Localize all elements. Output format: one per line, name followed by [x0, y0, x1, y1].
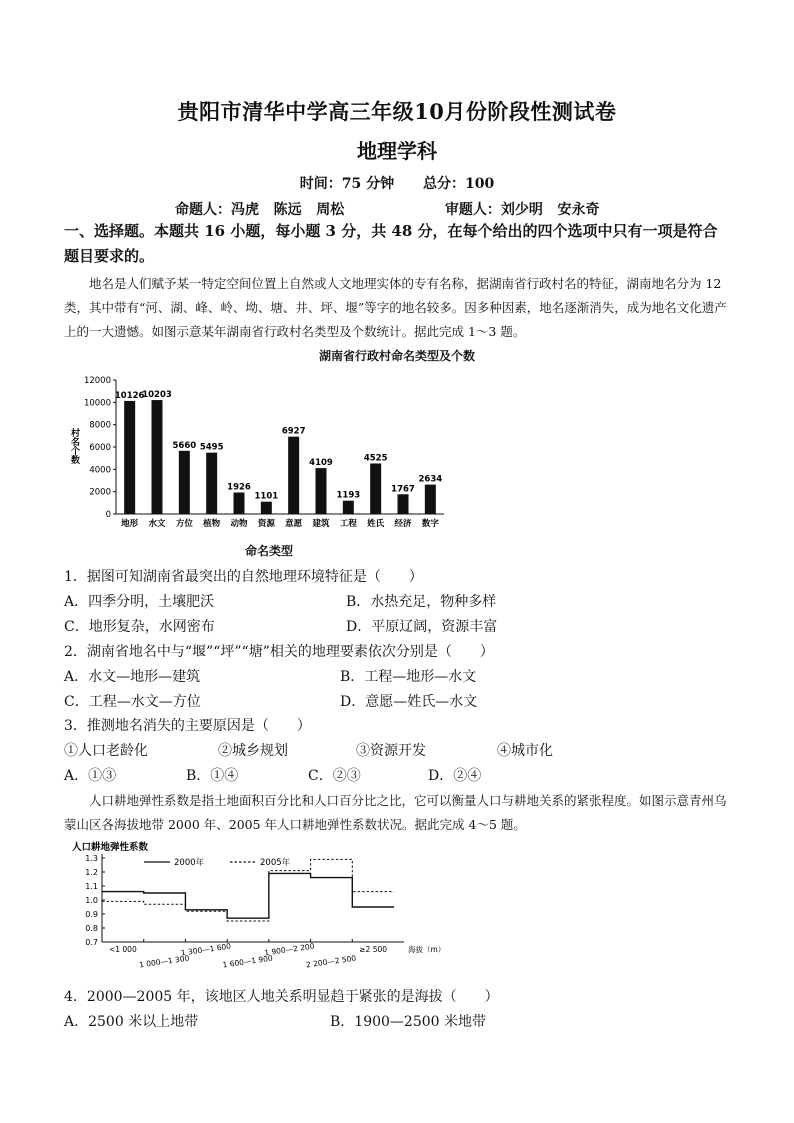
bar: [261, 502, 272, 514]
line-y-tick-label: 1.0: [85, 896, 98, 905]
bar-value-label: 4109: [309, 458, 333, 469]
line-y-tick-label: 0.7: [85, 938, 98, 947]
bar: [288, 437, 299, 514]
exam-authors: [175, 199, 600, 219]
line-category-label: 2 200—2 500: [305, 953, 357, 970]
line-y-tick-label: 1.3: [85, 854, 98, 863]
question-4-stem: 4．2000—2005 年，该地区人地关系明显趋于紧张的是海拔（ ）: [64, 989, 499, 1005]
subject-title: 地理学科: [357, 139, 437, 163]
bar-chart-ylabel: 村名个数: [69, 428, 79, 464]
question-3-statement-2: ②城乡规划: [218, 743, 288, 759]
question-3-option-b: B．①④: [186, 768, 239, 784]
bar-category-label: 工程: [339, 519, 357, 529]
line-chart-title: 人口耕地弹性系数: [72, 842, 149, 853]
bar-category-label: 植物: [203, 519, 221, 529]
reviewers-label: 审题人：刘少明 安永奇: [444, 202, 600, 218]
exam-title: 贵阳市清华中学高三年级10月份阶段性测试卷: [177, 99, 617, 124]
bar-chart: [64, 368, 454, 558]
bar-category-label: 数字: [421, 519, 439, 529]
bar-category-label: 资源: [257, 519, 275, 529]
line-series-solid: [102, 873, 394, 918]
legend-label: 2000年: [174, 858, 205, 868]
question-3-statement-1: ①人口老龄化: [64, 743, 148, 759]
bar-chart-xlabel: 命名类型: [244, 544, 293, 558]
bar-value-label: 6927: [281, 426, 306, 437]
line-category-label: ≥2 500: [359, 945, 388, 954]
legend-label: 2005年: [260, 858, 291, 868]
question-3-option-a: A．①③: [64, 768, 117, 784]
bar-chart-title: 湖南省行政村命名类型及个数: [318, 349, 475, 363]
bar-y-tick-label: 8000: [89, 420, 111, 431]
question-1-option-c: C．地形复杂，水网密布: [64, 619, 215, 635]
bar-y-tick-label: 10000: [83, 398, 111, 409]
question-1-option-a: A．四季分明，土壤肥沃: [64, 594, 215, 610]
line-y-tick-label: 0.8: [85, 924, 98, 933]
bar-y-tick-label: 4000: [89, 465, 111, 476]
passage-elasticity: 人口耕地弹性系数是指土地面积百分比和人口百分比之比，它可以衡量人口与耕地关系的紧张程度。如图示意青州乌蒙山区各海拔地带 2000 年、2005 年人口耕地弹性系数状况。据此完成 4～5 题。: [64, 793, 727, 832]
line-category-label: 1 600—1 900: [222, 953, 274, 970]
passage-placenames: 地名是人们赋予某一特定空间位置上自然或人文地理实体的专有名称，据湖南省行政村名的特征，湖南地名分为 12 类，其中带有“河、湖、峰、岭、坳、塘、井、坪、堰”等字的地名较多。因多种因素，地名逐渐消失，成为地名文化遗产上的一大遗憾。如图示意某年湖南省行政村名类型及个数统计。据此完成 1～3 题。: [64, 276, 727, 339]
bar-value-label: 2634: [418, 474, 443, 485]
bar: [370, 463, 381, 514]
bar: [425, 485, 436, 514]
bar-category-label: 地形: [121, 519, 139, 529]
question-2-option-b: B．工程—地形—水文: [340, 669, 477, 685]
question-4-option-a: A．2500 米以上地带: [64, 1014, 199, 1030]
bar: [124, 401, 135, 514]
question-1-stem: 1．据图可知湖南省最突出的自然地理环境特征是（ ）: [64, 569, 423, 585]
bar: [206, 453, 217, 514]
line-category-label: 1 900—2 200: [263, 941, 315, 958]
bar-category-label: 方位: [175, 519, 193, 529]
bar-category-label: 经济: [394, 519, 412, 529]
bar: [179, 451, 190, 514]
bar: [234, 492, 245, 514]
bar-y-tick-label: 6000: [89, 443, 111, 453]
bar-category-label: 建筑: [312, 519, 330, 529]
exam-time-score: [0, 173, 794, 193]
bar-value-label: 1926: [227, 482, 251, 493]
question-2-stem: 2．湖南省地名中与“堰”“坪”“塘”相关的地理要素依次分别是（ ）: [64, 644, 494, 660]
line-x-axis-label: 海拔（m）: [408, 945, 446, 954]
line-y-tick-label: 1.1: [85, 882, 98, 891]
bar-value-label: 1767: [391, 484, 415, 495]
question-1-option-b: B．水热充足，物种多样: [346, 594, 497, 610]
authors-label: 命题人：冯虎 陈远 周松: [175, 202, 345, 218]
bar: [152, 400, 163, 514]
bar-value-label: 1193: [336, 490, 361, 501]
bar-y-tick-label: 0: [105, 510, 111, 520]
question-2-option-a: A．水文—地形—建筑: [64, 669, 201, 685]
bar-value-label: 10203: [142, 390, 172, 401]
bar-category-label: 意愿: [285, 519, 303, 529]
bar-category-label: 姓氏: [367, 519, 385, 529]
line-series-dashed: [102, 859, 394, 921]
bar: [343, 501, 354, 514]
question-3-option-d: D．②④: [428, 768, 482, 784]
bar-category-label: 水文: [148, 519, 166, 529]
question-3-statement-4: ④城市化: [497, 743, 553, 759]
section-heading: 一、选择题。本题共 16 小题，每小题 3 分，共 48 分，在每个给出的四个选项中只有一项是符合题目要求的。: [64, 222, 718, 265]
bar-value-label: 10126: [114, 390, 145, 401]
line-y-tick-label: 0.9: [85, 910, 98, 919]
bar-value-label: 1101: [254, 491, 279, 502]
line-chart: [64, 838, 464, 976]
question-4-option-b: B．1900—2500 米地带: [330, 1014, 486, 1030]
bar-y-tick-label: 12000: [83, 376, 111, 386]
score-label: 总分：100: [423, 176, 495, 192]
bar: [398, 494, 409, 514]
bar: [316, 468, 327, 514]
time-label: 时间：75 分钟: [299, 176, 395, 192]
bar-y-tick-label: 2000: [89, 487, 111, 498]
question-2-option-c: C．工程—水文—方位: [64, 694, 201, 710]
line-category-label: 1 300—1 600: [180, 941, 232, 958]
bar-value-label: 5495: [199, 442, 224, 453]
bar-value-label: 5660: [172, 440, 197, 451]
question-1-option-d: D．平原辽阔，资源丰富: [346, 619, 498, 635]
line-y-tick-label: 1.2: [85, 868, 98, 877]
question-3-stem: 3．推测地名消失的主要原因是（ ）: [64, 718, 311, 734]
line-category-label: <1 000: [108, 945, 137, 954]
question-2-option-d: D．意愿—姓氏—水文: [340, 694, 478, 710]
question-3-statement-3: ③资源开发: [356, 743, 426, 759]
line-category-label: 1 000—1 300: [138, 953, 190, 970]
question-3-option-c: C．②③: [308, 768, 361, 784]
bar-category-label: 动物: [230, 519, 248, 529]
bar-value-label: 4525: [363, 453, 388, 464]
